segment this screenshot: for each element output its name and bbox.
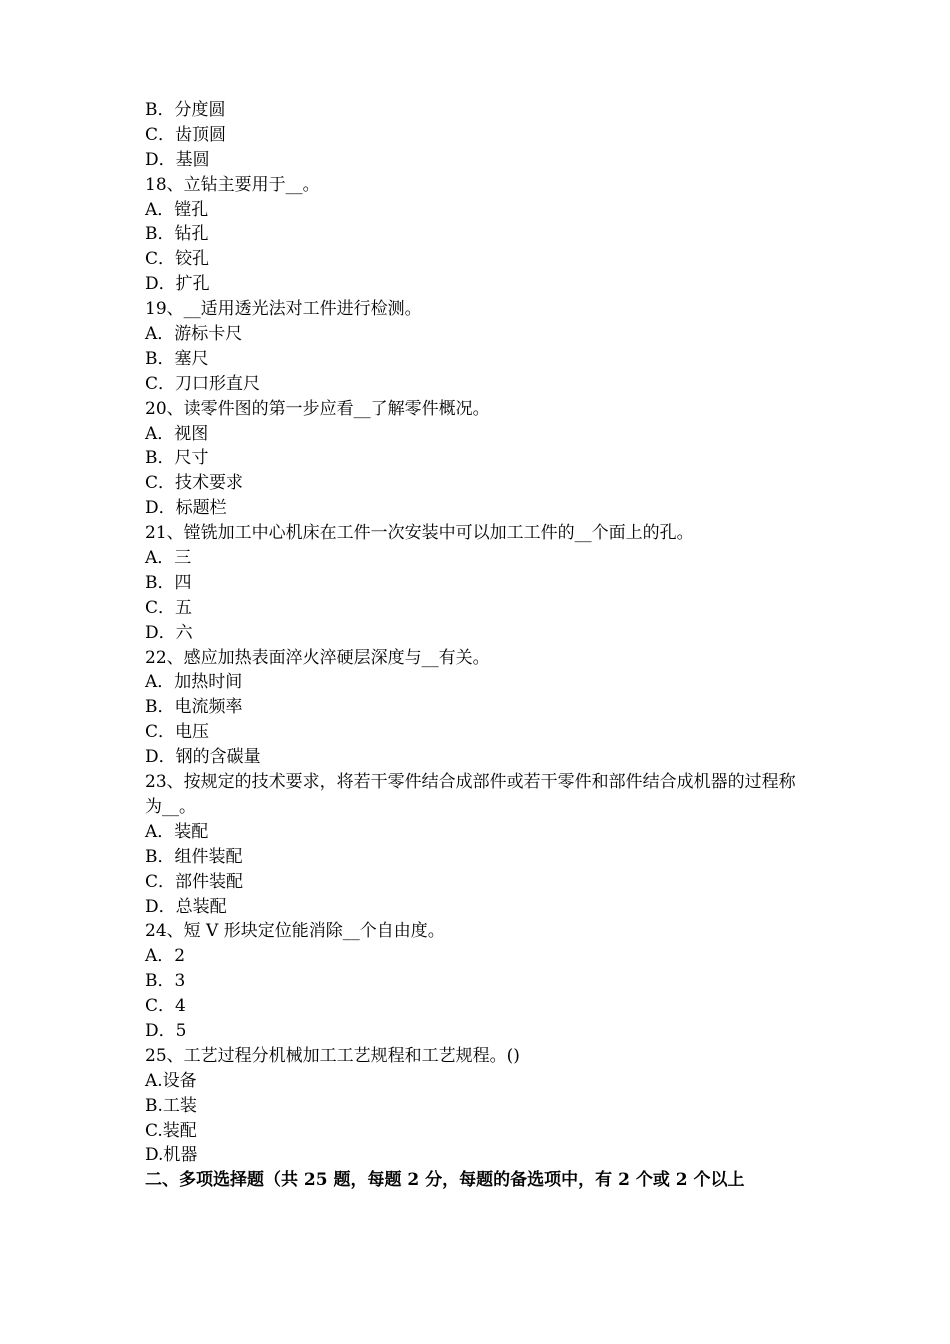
option-line: B．3 — [145, 971, 186, 992]
option-line: D．基圆 — [145, 149, 210, 170]
option-line: A.设备 — [145, 1070, 197, 1091]
option-line: C．技术要求 — [145, 473, 244, 494]
question-18: 18、立钻主要用于__。 — [145, 174, 320, 195]
option-line: C．五 — [145, 597, 193, 618]
option-line: A．加热时间 — [145, 672, 243, 693]
option-line: D．5 — [145, 1020, 187, 1041]
question-22: 22、感应加热表面淬火淬硬层深度与__有关。 — [145, 647, 490, 668]
question-21: 21、镗铣加工中心机床在工件一次安装中可以加工工件的__个面上的孔。 — [145, 523, 694, 544]
question-23: 23、按规定的技术要求，将若干零件结合成部件或若干零件和部件结合成机器的过程称为__。 — [145, 772, 796, 817]
option-line: C．铰孔 — [145, 249, 210, 270]
option-line: B．钻孔 — [145, 224, 209, 245]
option-line: C．齿顶圆 — [145, 124, 227, 145]
option-line: B．电流频率 — [145, 697, 243, 718]
option-line: D．标题栏 — [145, 498, 227, 519]
option-line: D．六 — [145, 622, 193, 643]
question-19: 19、__适用透光法对工件进行检测。 — [145, 299, 422, 320]
option-line: B.工装 — [145, 1095, 197, 1116]
option-line: C．部件装配 — [145, 871, 244, 892]
option-line: B．分度圆 — [145, 100, 226, 120]
option-line: A．镗孔 — [145, 199, 209, 220]
section-heading: 二、多项选择题（共 25 题，每题 2 分，每题的备选项中，有 2 个或 2 个以上 — [145, 1170, 745, 1191]
option-line: A．2 — [145, 946, 186, 967]
option-line: D．钢的含碳量 — [145, 747, 261, 768]
option-line: A．视图 — [145, 423, 209, 444]
option-line: C.装配 — [145, 1120, 197, 1141]
option-line: C．电压 — [145, 722, 210, 743]
option-line: B．组件装配 — [145, 846, 243, 867]
option-line: B．尺寸 — [145, 448, 209, 469]
question-24: 24、短 V 形块定位能消除__个自由度。 — [145, 921, 445, 942]
document-body — [145, 98, 810, 1193]
question-25: 25、工艺过程分机械加工工艺规程和工艺规程。() — [145, 1045, 520, 1066]
option-line: D．总装配 — [145, 896, 227, 917]
option-line: D.机器 — [145, 1145, 198, 1166]
option-line: B．塞尺 — [145, 348, 209, 369]
option-line: C．4 — [145, 996, 186, 1017]
question-20: 20、读零件图的第一步应看__了解零件概况。 — [145, 398, 490, 419]
option-line: A．游标卡尺 — [145, 324, 243, 345]
option-line: A．装配 — [145, 821, 209, 842]
option-line: D．扩孔 — [145, 274, 210, 295]
option-line: A．三 — [145, 548, 192, 569]
option-line: C．刀口形直尺 — [145, 373, 261, 394]
option-line: B．四 — [145, 572, 192, 593]
